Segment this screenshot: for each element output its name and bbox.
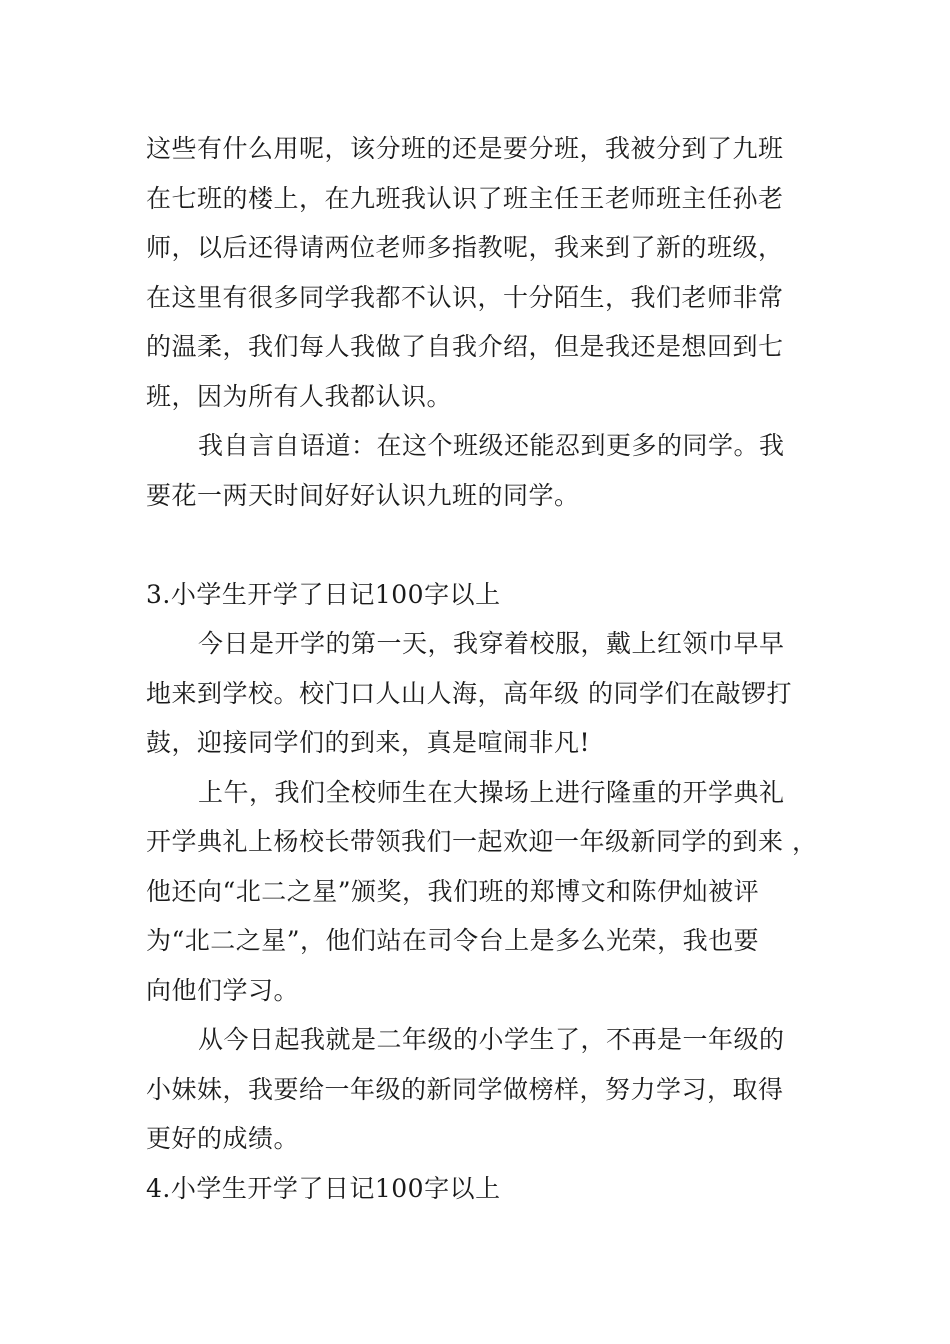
text-line: 开学典礼上杨校长带领我们一起欢迎一年级新同学的到来 ，: [146, 827, 818, 856]
text-line: 更好的成绩。: [146, 1124, 300, 1153]
section-4-heading: 4.小学生开学了日记100字以上: [146, 1173, 501, 1203]
text-line: 他还向“北二之星”颁奖，我们班的郑博文和陈伊灿被评: [146, 876, 760, 906]
text-line: 今日是开学的第一天，我穿着校服，戴上红领巾早早: [198, 629, 785, 658]
paragraph-3-3: [146, 1015, 814, 1164]
text-line: 要花一两天时间好好认识九班的同学。: [146, 480, 580, 510]
text-line: 在七班的楼上，在九班我认识了班主任王老师班主任孙老: [146, 183, 784, 213]
text-line: 从今日起我就是二年级的小学生了，不再是一年级的: [198, 1025, 785, 1054]
text-line: 班，因为所有人我都认识。: [146, 381, 453, 411]
paragraph-3-1: [146, 619, 814, 768]
section-spacer: [146, 520, 814, 570]
text-line: 鼓，迎接同学们的到来，真是喧闹非凡!: [146, 728, 591, 757]
text-line: 地来到学校。校门口人山人海，高年级 的同学们在敲锣打: [146, 678, 792, 708]
text-line: 这些有什么用呢，该分班的还是要分班，我被分到了九班: [146, 134, 784, 163]
text-line: 上午，我们全校师生在大操场上进行隆重的开学典礼: [198, 777, 785, 807]
text-line: 小妹妹，我要给一年级的新同学做榜样，努力学习，取得: [146, 1074, 784, 1104]
text-line: 向他们学习。: [146, 975, 300, 1005]
section-3-heading: 3.小学生开学了日记100字以上: [146, 579, 501, 609]
text-line: 在这里有很多同学我都不认识，十分陌生，我们老师非常: [146, 282, 784, 312]
document-body: [146, 124, 818, 1213]
paragraph-3-2: [146, 768, 818, 1016]
paragraph-prev-1: [146, 124, 814, 421]
text-line: 为“北二之星”，他们站在司令台上是多么光荣，我也要: [146, 926, 760, 955]
text-line: 师，以后还得请两位老师多指教呢，我来到了新的班级，: [146, 233, 784, 262]
text-line: 的温柔，我们每人我做了自我介绍，但是我还是想回到七: [146, 332, 784, 361]
text-line: 我自言自语道：在这个班级还能忍到更多的同学。我: [198, 431, 785, 460]
paragraph-prev-2: [146, 421, 814, 520]
